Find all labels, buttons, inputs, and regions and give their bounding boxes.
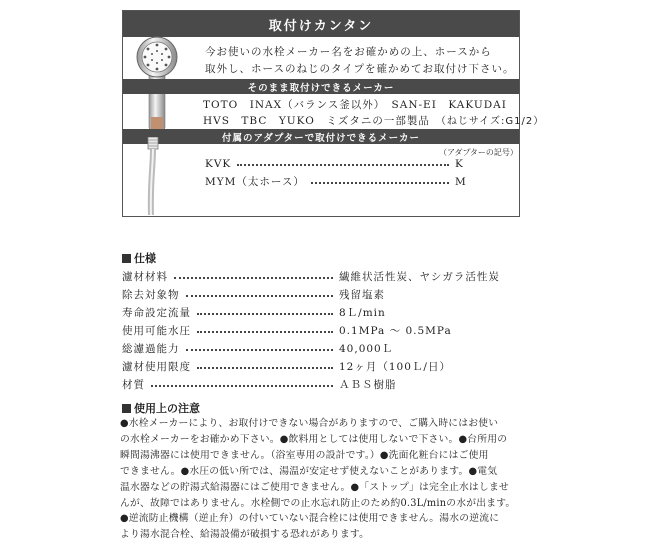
spec-row [122,359,517,374]
notes-line: ●逆流防止機構（逆止弁）の付いていない混合栓には使用できません。湯水の逆流に [120,513,500,525]
notes-line: の水栓メーカーをお確かめ下さい。●飲料用としては使用しないで下さい。●台所用の [120,433,508,445]
hose-icon [137,137,167,215]
spec-label: 濾材材料 [122,271,168,283]
spec-row [122,305,517,320]
spec-label: 材質 [122,379,145,391]
adapter-maker: KVK [205,158,232,170]
direct-makers-line2: HVS TBC YUKO ミズタニの一部製品 [203,115,430,127]
dotted-leader [174,277,333,279]
spec-value: ＡＢＳ樹脂 [339,379,397,391]
adapter-makers-band: 付属のアダプターで取付けできるメーカー [123,129,519,144]
adapter-code-note: （アダプターの記号） [439,148,518,157]
spec-value: 12ヶ月（100Ｌ/日） [339,361,451,373]
notes-title: 使用上の注意 [134,402,200,415]
dotted-leader [311,182,449,184]
spec-label: 除去対象物 [122,289,180,301]
intro-line: 取外し、ホースのねじのタイプを確かめてお取付け下さい。 [205,63,515,75]
adapter-row [205,174,475,189]
spec-value: 0.1MPa ～ 0.5MPa [339,325,452,337]
spec-value: 繊維状活性炭、ヤシガラ活性炭 [339,271,500,283]
spec-row [122,323,517,338]
dotted-leader [197,367,333,369]
spec-heading [122,250,156,266]
notes-line: より湯水混合栓、給湯設備が破損する恐れがあります。 [120,529,370,541]
dotted-leader [151,385,333,387]
dotted-leader [237,164,449,166]
direct-makers-line: TOTO INAX（バランス釜以外） SAN-EI KAKUDAI [203,99,507,111]
adapter-maker: MYM（太ホース） [205,176,305,188]
install-title: 取付けカンタン [123,11,519,37]
intro-text [205,44,515,78]
dotted-leader [197,331,333,333]
spec-row [122,341,517,356]
dotted-leader [186,295,334,297]
spec-value: 残留塩素 [339,289,385,301]
adapter-code: M [455,175,467,188]
adapter-row [205,158,475,170]
square-bullet-icon [122,254,131,263]
notes-heading [122,400,200,416]
direct-makers-line [203,112,544,128]
spec-row [122,287,517,302]
spec-label: 寿命設定流量 [122,307,191,319]
intro-line: 今お使いの水栓メーカー名をお確かめの上、ホースから [205,46,492,58]
spec-row [122,377,517,392]
adapter-code: K [455,158,464,170]
spec-label: 使用可能水圧 [122,325,191,337]
spec-value: 40,000Ｌ [339,343,394,355]
thread-size: （ねじサイズ:G1/2） [435,116,545,127]
install-panel [122,10,545,217]
spec-value: 8Ｌ/min [339,307,386,319]
notes-line: 温水器などの貯湯式給湯器にはご使用できません。●「ストップ」は完全止水はしませ [120,481,509,493]
notes-body [120,416,520,543]
spec-label: 総濾過能力 [122,343,180,355]
dotted-leader [186,349,334,351]
notes-line: 瞬間湯沸器には使用できません。（浴室専用の設計です。）●洗面化粧台にはご使用 [120,449,489,461]
square-bullet-icon [122,404,131,413]
dotted-leader [197,313,333,315]
spec-title: 仕様 [134,252,156,265]
notes-line: できません。●水圧の低い所では、湯温が安定せず使えないことがあります。●電気 [120,465,498,477]
notes-line: んが、故障ではありません。水栓側での止水忘れ防止のため約0.3L/minの水が出ます。 [120,497,516,509]
spec-row [122,269,517,284]
spec-label: 濾材使用限度 [122,361,191,373]
direct-makers-band: そのまま取付けできるメーカー [123,79,519,94]
notes-line: ●水栓メーカーにより、お取付けできない場合がありますので、ご購入時にはお使い [120,418,499,429]
